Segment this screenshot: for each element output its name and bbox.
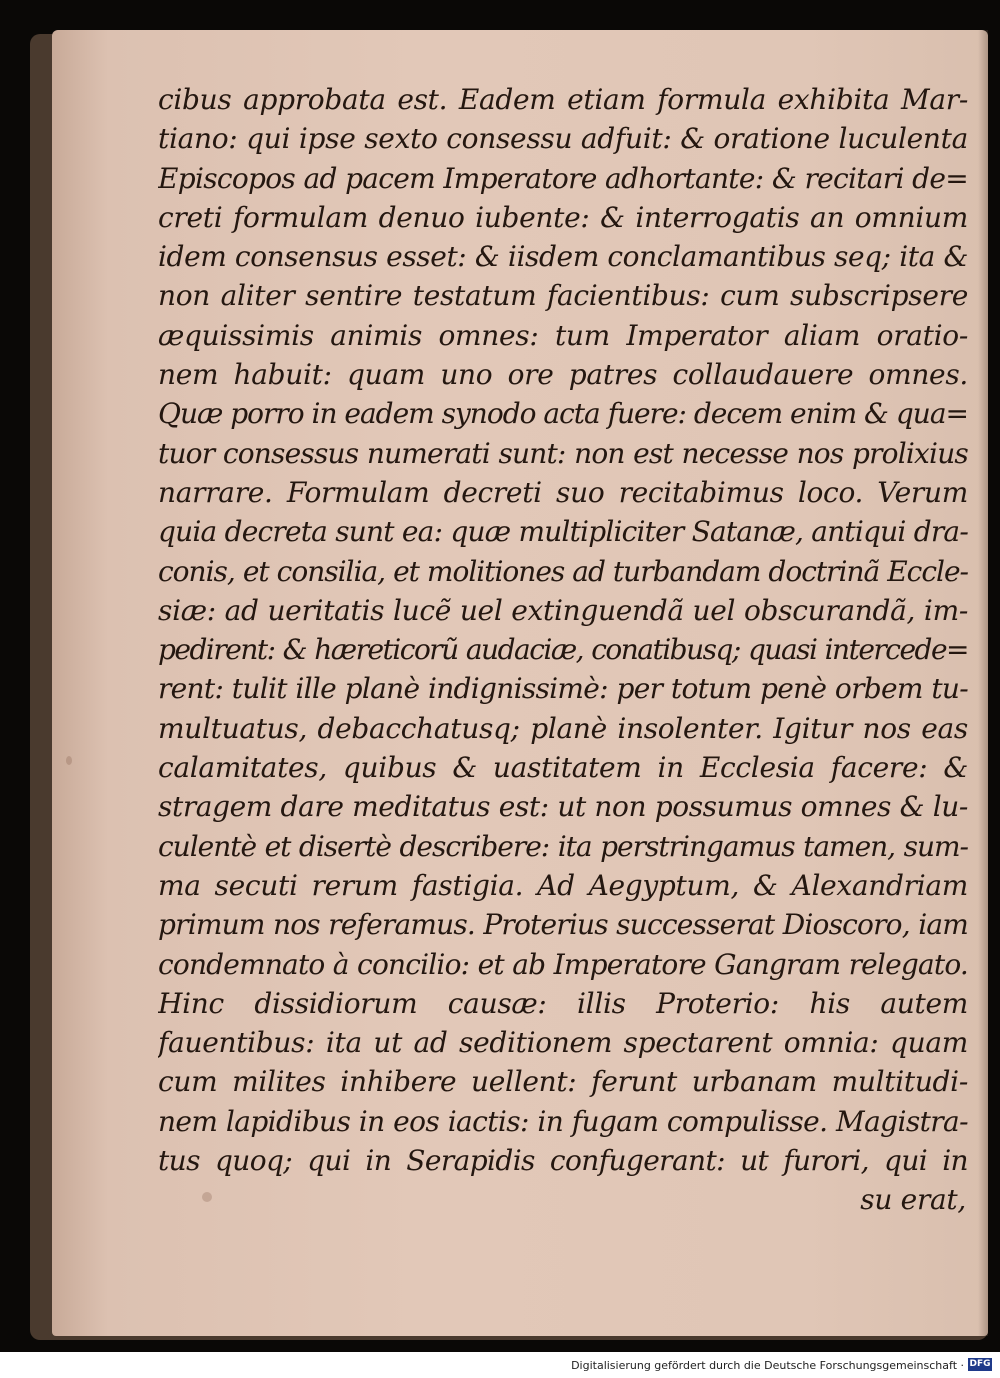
text-line: stragem dare meditatus est: ut non possumus omnes & lu-	[158, 790, 968, 824]
text-line: culentè et disertè describere: ita perstringamus tamen, sum-	[158, 829, 968, 863]
text-line: pedirent: & hæreticorũ audaciæ, conatibusq; quasi intercede=	[158, 633, 968, 667]
text-line: rent: tulit ille planè indignissimè: per totum penè orbem tu-	[158, 672, 968, 706]
text-line: calamitates, quibus & uastitatem in Ecclesia facere: &	[158, 751, 968, 785]
text-line: nem habuit: quam uno ore patres collaudauere omnes.	[158, 358, 968, 392]
text-line: narrare. Formulam decreti suo recitabimus loco. Verum	[158, 475, 968, 509]
text-line: cum milites inhibere uellent: ferunt urbanam multitudi-	[158, 1065, 968, 1099]
text-line: ma secuti rerum fastigia. Ad Aegyptum, & Alexandriam	[158, 868, 968, 902]
text-line: creti formulam denuo iubente: & interrogatis an omnium	[158, 200, 968, 234]
text-line: æquissimis animis omnes: tum Imperator aliam oratio-	[158, 318, 968, 352]
text-line: nem lapidibus in eos iactis: in fugam compulisse. Magistra-	[158, 1104, 968, 1138]
text-line: tiano: qui ipse sexto consessu adfuit: & oratione luculenta	[158, 122, 968, 156]
text-line: multuatus, debacchatusq; planè insolenter. Igitur nos eas	[158, 711, 968, 745]
text-line: Hinc dissidiorum causæ: illis Proterio: his autem	[158, 986, 968, 1020]
text-line: non aliter sentire testatum facientibus: cum subscripsere	[158, 279, 968, 313]
text-line: cibus approbata est. Eadem etiam formula exhibita Mar-	[158, 83, 968, 116]
dfg-logo: DFG	[969, 1359, 991, 1369]
text-line: idem consensus esset: & iisdem conclamantibus seq; ita &	[158, 240, 968, 274]
text-line: siæ: ad ueritatis lucẽ uel extinguendã uel obscurandã, im-	[158, 593, 968, 627]
digitization-credit: Digitalisierung gefördert durch die Deutsche Forschungsgemeinschaft ·	[571, 1359, 964, 1372]
text-line: tus quoq; qui in Serapidis confugerant: ut furori, qui in	[158, 1144, 968, 1178]
text-line: fauentibus: ita ut ad seditionem spectarent omnia: quam	[158, 1026, 968, 1060]
text-line: tuor consessus numerati sunt: non est necesse nos prolixius	[158, 436, 968, 470]
catchword: su erat,	[860, 1183, 966, 1217]
text-line: quia decreta sunt ea: quæ multipliciter Satanæ, antiqui dra-	[158, 515, 968, 549]
text-line: Episcopos ad pacem Imperatore adhortante: & recitari de=	[158, 161, 968, 195]
page-text-block	[158, 80, 968, 1220]
footer-bar	[0, 1352, 1000, 1378]
text-line: conis, et consilia, et molitiones ad turbandam doctrinã Eccle-	[158, 554, 968, 588]
text-line: primum nos referamus. Proterius successerat Dioscoro, iam	[158, 908, 968, 942]
paper-stain	[66, 756, 72, 765]
page-edge-shadow	[978, 30, 988, 1336]
text-line: condemnato à concilio: et ab Imperatore Gangram relegato.	[158, 947, 968, 981]
text-line: Quæ porro in eadem synodo acta fuere: decem enim & qua=	[158, 397, 968, 431]
